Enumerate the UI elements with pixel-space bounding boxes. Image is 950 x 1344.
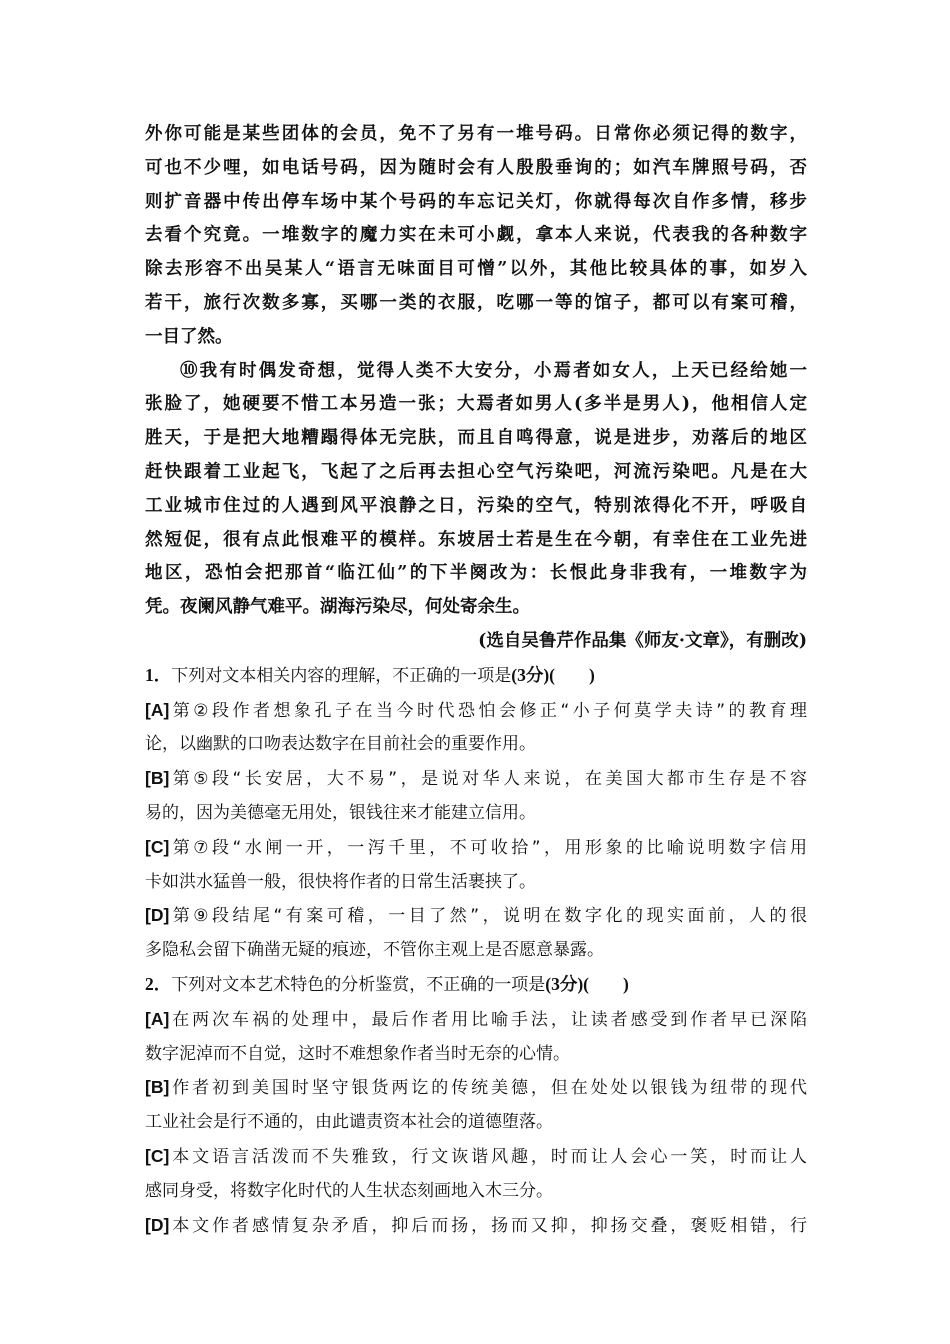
question-score: (3分)( [545, 973, 589, 994]
question-score: (3分)( [511, 664, 555, 685]
option-c-cont [145, 866, 807, 900]
option-text: 第②段作者想象孔子在当今时代恐怕会修正“小子何莫学夫诗”的教育理 [169, 700, 807, 721]
question-stem [145, 968, 807, 1003]
question-text: 下列对文本艺术特色的分析鉴赏，不正确的一项是 [171, 974, 546, 995]
option-b-cont [145, 797, 807, 831]
document-page [145, 118, 807, 1243]
text-line: 若干，旅行次数多寡，买哪一类的衣服，吃哪一等的馆子，都可以有案可稽， [145, 292, 807, 313]
text-line: 可也不少哩，如电话号码，因为随时会有人殷殷垂询的；如汽车牌照号码，否 [145, 157, 807, 178]
text-line: 除去形容不出吴某人“语言无味面目可憎”以外，其他比较具体的事，如岁入 [145, 259, 807, 280]
source-citation: (选自吴鲁芹作品集《师友·文章》，有删改) [478, 630, 807, 651]
option-tag: [B] [145, 1077, 170, 1098]
text-line: 地区，恐怕会把那首“临江仙”的下半阕改为：长恨此身非我有，一堆数字为 [145, 563, 807, 584]
question-stem [145, 659, 807, 694]
option-d[interactable] [145, 1209, 807, 1244]
option-a[interactable] [145, 1003, 807, 1038]
option-tag: [B] [145, 768, 170, 789]
option-tag: [A] [145, 699, 170, 720]
option-d-cont [145, 934, 807, 968]
option-text: 多隐私会留下确凿无疑的痕迹，不管你主观上是否愿意暴露。 [145, 940, 604, 961]
question-close: ) [622, 973, 629, 994]
text-line: 一目了然。 [145, 326, 233, 347]
option-text: 易的，因为美德毫无用处，银钱往来才能建立信用。 [145, 802, 536, 823]
text-line: 则扩音器中传出停车场中某个号码的车忘记关灯，你就得每次自作多情，移步 [145, 191, 807, 212]
text-line: 去看个究竟。一堆数字的魔力实在未可小觑，拿本人来说，代表我的各种数字 [145, 225, 807, 246]
option-text: 卡如洪水猛兽一般，很快将作者的日常生活裹挟了。 [145, 871, 536, 892]
option-text: 数字泥淖而不自觉，这时不难想象作者当时无奈的心情。 [145, 1043, 570, 1064]
option-b[interactable] [145, 762, 807, 797]
option-d[interactable] [145, 899, 807, 934]
option-a-cont [145, 1038, 807, 1072]
option-a[interactable] [145, 694, 807, 729]
option-text: 感同身受，将数字化时代的人生状态刻画地入木三分。 [145, 1180, 553, 1201]
option-tag: [D] [145, 1214, 170, 1235]
option-tag: [A] [145, 1008, 170, 1029]
option-text: 第⑦段“水闸一开，一泻千里，不可收拾”，用形象的比喻说明数字信用 [169, 837, 807, 858]
question-2 [145, 968, 807, 1243]
option-b-cont [145, 1106, 807, 1140]
question-number: 2． [145, 973, 172, 994]
question-text: 下列对文本相关内容的理解，不正确的一项是 [171, 665, 512, 686]
text-line: 外你可能是某些团体的会员，免不了另有一堆号码。日常你必须记得的数字， [145, 124, 807, 144]
option-a-cont [145, 728, 807, 762]
question-1 [145, 659, 807, 968]
option-c[interactable] [145, 1140, 807, 1175]
option-text: 论，以幽默的口吻表达数字在目前社会的重要作用。 [145, 734, 536, 755]
option-tag: [C] [145, 836, 170, 857]
option-text: 第⑨段结尾“有案可稽，一目了然”，说明在数字化的现实面前，人的很 [169, 906, 807, 927]
text-line: 然短促，很有点此恨难平的模样。东坡居士若是生在今朝，有幸住在工业先进 [145, 529, 807, 550]
option-tag: [D] [145, 905, 170, 926]
option-text: 在两次车祸的处理中，最后作者用比喻手法，让读者感受到作者早已深陷 [169, 1009, 807, 1030]
passage-paragraph-10 [145, 355, 807, 625]
option-text: 本文语言活泼而不失雅致，行文诙谐风趣，时而让人会心一笑，时而让人 [169, 1146, 807, 1167]
option-c[interactable] [145, 831, 807, 866]
option-c-cont [145, 1175, 807, 1209]
text-line: 赶快跟着工业起飞，飞起了之后再去担心空气污染吧，河流污染吧。凡是在大 [145, 461, 807, 482]
text-line: 胜天，于是把大地糟蹋得体无完肤，而且自鸣得意，说是进步，劝落后的地区 [145, 428, 807, 449]
option-tag: [C] [145, 1145, 170, 1166]
option-text: 工业社会是行不通的，由此谴责资本社会的道德堕落。 [145, 1112, 553, 1133]
question-number: 1． [145, 664, 172, 685]
option-text: 本文作者感情复杂矛盾，抑后而扬，扬而又抑，抑扬交叠，褒贬相错，行 [169, 1215, 807, 1236]
option-b[interactable] [145, 1071, 807, 1106]
text-line: 张脸了，她硬要不惜工本另造一张；大焉者如男人(多半是男人)，他相信人定 [145, 394, 807, 415]
text-line: ⑩我有时偶发奇想，觉得人类不大安分，小焉者如女人，上天已经给她一 [180, 360, 807, 381]
passage-paragraph-continued [145, 118, 807, 355]
question-close: ) [588, 664, 595, 685]
option-text: 作者初到美国时坚守银货两讫的传统美德，但在处处以银钱为纽带的现代 [169, 1078, 807, 1099]
text-line: 工业城市住过的人遇到风平浪静之日，污染的空气，特别浓得化不开，呼吸自 [145, 495, 807, 516]
option-text: 第⑤段“长安居，大不易”，是说对华人来说，在美国大都市生存是不容 [169, 769, 807, 790]
text-line: 凭。夜阑风静气难平。湖海污染尽，何处寄余生。 [145, 597, 530, 618]
